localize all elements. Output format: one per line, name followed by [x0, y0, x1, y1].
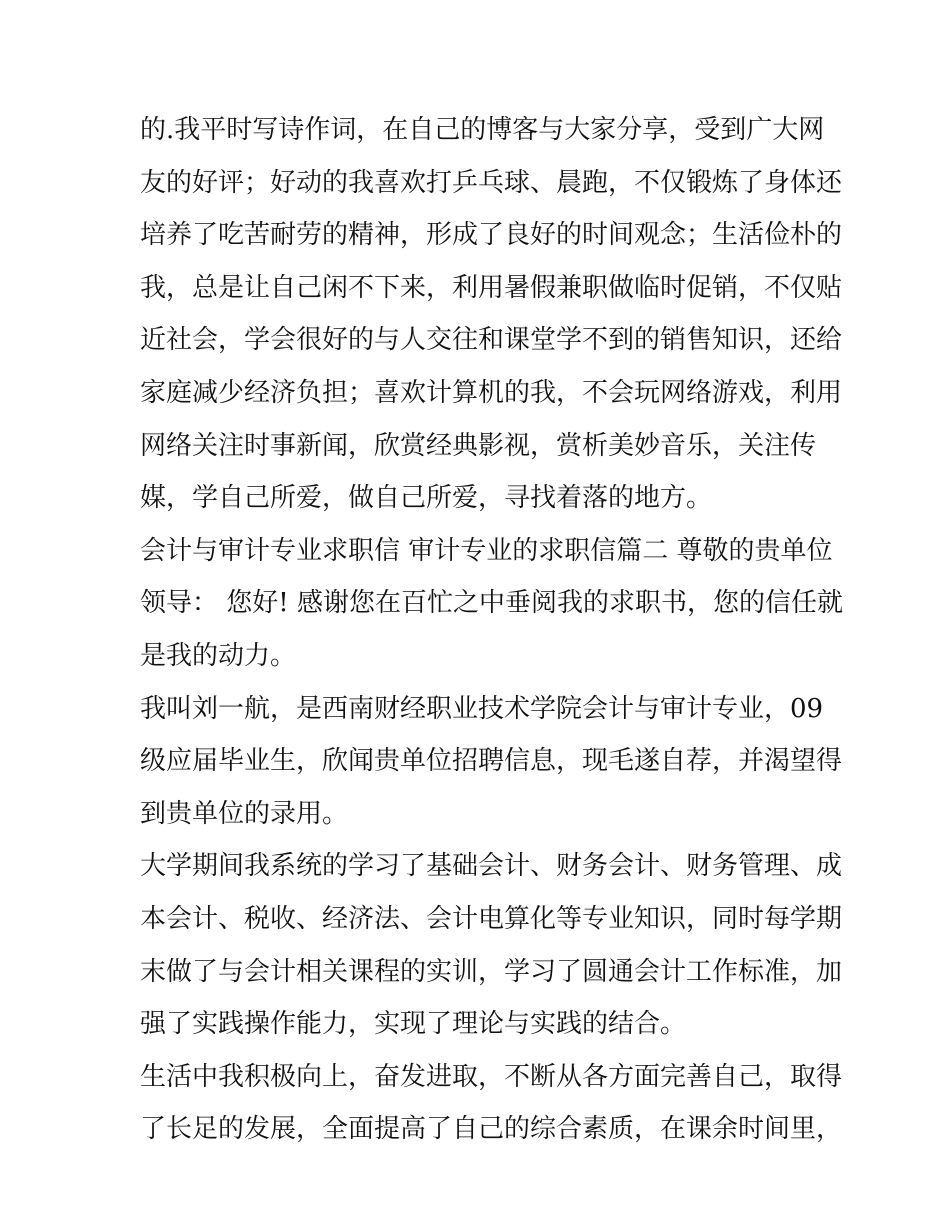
text-line: 我叫刘一航，是西南财经职业技术学院会计与审计专业，09 — [140, 693, 824, 724]
text-line: 网络关注时事新闻，欣赏经典影视，赏析美妙音乐，关注传 — [140, 430, 817, 461]
text-line: 媒，学自己所爱，做自己所爱，寻找着落的地方。 — [140, 483, 713, 514]
text-line: 的.我平时写诗作词，在自己的博客与大家分享，受到广大网 — [140, 115, 825, 145]
text-line: 会计与审计专业求职信 审计专业的求职信篇二 尊敬的贵单位 — [140, 535, 833, 566]
text-line: 友的好评；好动的我喜欢打乒乓球、晨跑，不仅锻炼了身体还 — [140, 167, 843, 198]
text-line: 末做了与会计相关课程的实训，学习了圆通会计工作标准，加 — [140, 956, 843, 987]
text-line: 近社会，学会很好的与人交往和课堂学不到的销售知识，还给 — [140, 325, 843, 356]
text-line: 家庭减少经济负担；喜欢计算机的我，不会玩网络游戏，利用 — [140, 377, 843, 408]
text-line: 了长足的发展，全面提高了自己的综合素质，在课余时间里， — [140, 1114, 843, 1145]
paragraph-self-introduction — [140, 683, 843, 841]
text-line: 大学期间我系统的学习了基础会计、财务会计、财务管理、成 — [140, 851, 843, 882]
text-line: 是我的动力。 — [140, 640, 297, 671]
text-line: 级应届毕业生，欣闻贵单位招聘信息，现毛遂自荐，并渴望得 — [140, 746, 843, 777]
paragraph-personal-life — [140, 1051, 843, 1156]
document-body — [140, 104, 843, 1156]
text-line: 本会计、税收、经济法、会计电算化等专业知识，同时每学期 — [140, 903, 843, 934]
text-line: 到贵单位的录用。 — [140, 798, 349, 829]
text-line: 我，总是让自己闲不下来，利用暑假兼职做临时促销，不仅贴 — [140, 272, 843, 303]
text-line: 强了实践操作能力，实现了理论与实践的结合。 — [140, 1009, 687, 1040]
paragraph-hobbies-continued — [140, 104, 843, 525]
text-line: 生活中我积极向上，奋发进取，不断从各方面完善自己，取得 — [140, 1061, 843, 1092]
paragraph-letter-heading — [140, 525, 843, 683]
paragraph-studies — [140, 840, 843, 1050]
text-line: 培养了吃苦耐劳的精神，形成了良好的时间观念；生活俭朴的 — [140, 220, 843, 251]
text-line: 领导： 您好! 感谢您在百忙之中垂阅我的求职书，您的信任就 — [140, 588, 843, 619]
